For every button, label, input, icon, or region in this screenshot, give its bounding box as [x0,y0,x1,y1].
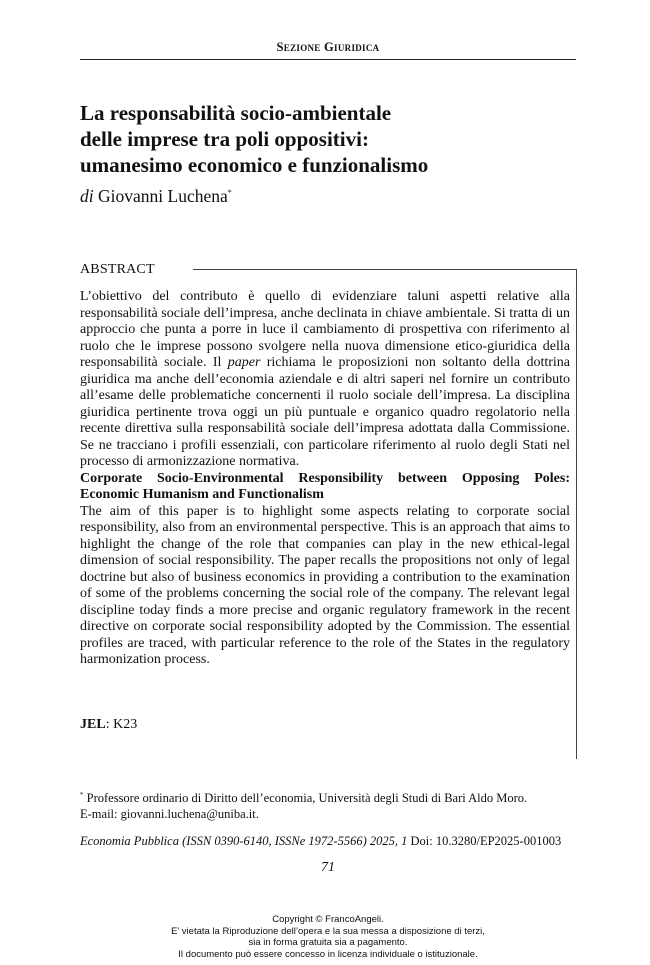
abstract-italian-text: L’obiettivo del contributo è quello di evidenziare taluni aspetti relative alla responsabilità sociale dell’impresa, anche declinata in chiave ambientale. Si tratta di un approccio che punta a porre in luce il cambiamento di prospettiva con riferimento al ruolo che le imprese possono svolgere nella nuova dimensione etico-giuridica della responsabilità sociale. Il [80,289,570,370]
footnote-line [80,787,576,806]
jel-label: JEL [80,717,106,732]
doi: Doi: 10.3280/EP2025-001003 [407,834,562,848]
abstract-italian-emphasis: paper [227,355,261,370]
copyright-notice [80,914,576,960]
byline [80,186,232,207]
author-footnote-mark: * [227,188,232,198]
abstract-body [80,289,570,669]
abstract-english: The aim of this paper is to highlight some aspects relating to corporate social responsibility, also from an environmental perspective. This is an approach that aims to highlight the change of the role that companies can play in the new ethical-legal dimension of social responsibility. The paper recalls the propositions not only of legal doctrine but also of business economics in providing a contribution to the examination of some of the problems concerning the social role of the company. The relevant legal discipline today finds a more precise and organic regulatory framework in the recent directive on corporate social responsibility adopted by the Commission. The essential profiles are traced, with particular reference to the role of the States in the regulatory harmonization process. [80,503,570,667]
copyright-line: sia in forma gratuita sia a pagamento. [248,937,408,948]
footnote-mark: * [80,791,84,799]
abstract-label: ABSTRACT [80,262,155,277]
jel-code: : K23 [105,717,138,732]
header-rule [80,59,576,60]
footnote-email: E-mail: giovanni.luchena@uniba.it. [80,807,259,822]
title-line: umanesimo economico e funzionalismo [80,153,429,177]
journal-reference: Economia Pubblica (ISSN 0390-6140, ISSNe 1972-5566) 2025, 1 [80,834,408,848]
jel-codes [80,717,137,733]
copyright-line: Copyright © FrancoAngeli. [272,914,384,925]
english-title: Corporate Socio-Environmental Responsibility between Opposing Poles: Economic Humanism and Functionalism [80,470,570,502]
page-number: 71 [321,860,335,875]
abstract-box-right-rule [576,269,577,759]
author-name: Giovanni Luchena [98,186,228,206]
title-line: delle imprese tra poli oppositivi: [80,127,369,151]
article-title [80,100,576,178]
section-header: Sezione Giuridica [276,40,380,54]
byline-prefix: di [80,186,94,206]
abstract-italian [80,289,570,471]
footnote-affiliation: Professore ordinario di Diritto dell’economia, Università degli Studi di Bari Aldo Moro. [83,791,528,806]
copyright-line: E’ vietata la Riproduzione dell’opera e la sua messa a disposizione di terzi, [171,925,485,937]
title-line: La responsabilità socio-ambientale [80,101,392,125]
citation-line [80,834,576,849]
abstract-italian-text-cont: richiama le proposizioni non soltanto della dottrina giuridica ma anche dell’economia aziendale e di altri saperi nel fornire un contributo all’esame delle problematiche concernenti il ruolo sociale dell’impresa. La disciplina giuridica pertinente trova oggi un più puntuale e organico quadro regolatorio nella recente direttiva sulla responsabilità sociale dell’impresa adottata dalla Commissione. Se ne tracciano i profili essenziali, con particolare riferimento al ruolo degli Stati nel processo di armonizzazione normativa. [80,355,570,469]
copyright-line: Il documento può essere concesso in licenza individuale o istituzionale. [178,948,478,960]
author-footnote [80,787,576,822]
abstract-box-top-rule [193,269,576,270]
